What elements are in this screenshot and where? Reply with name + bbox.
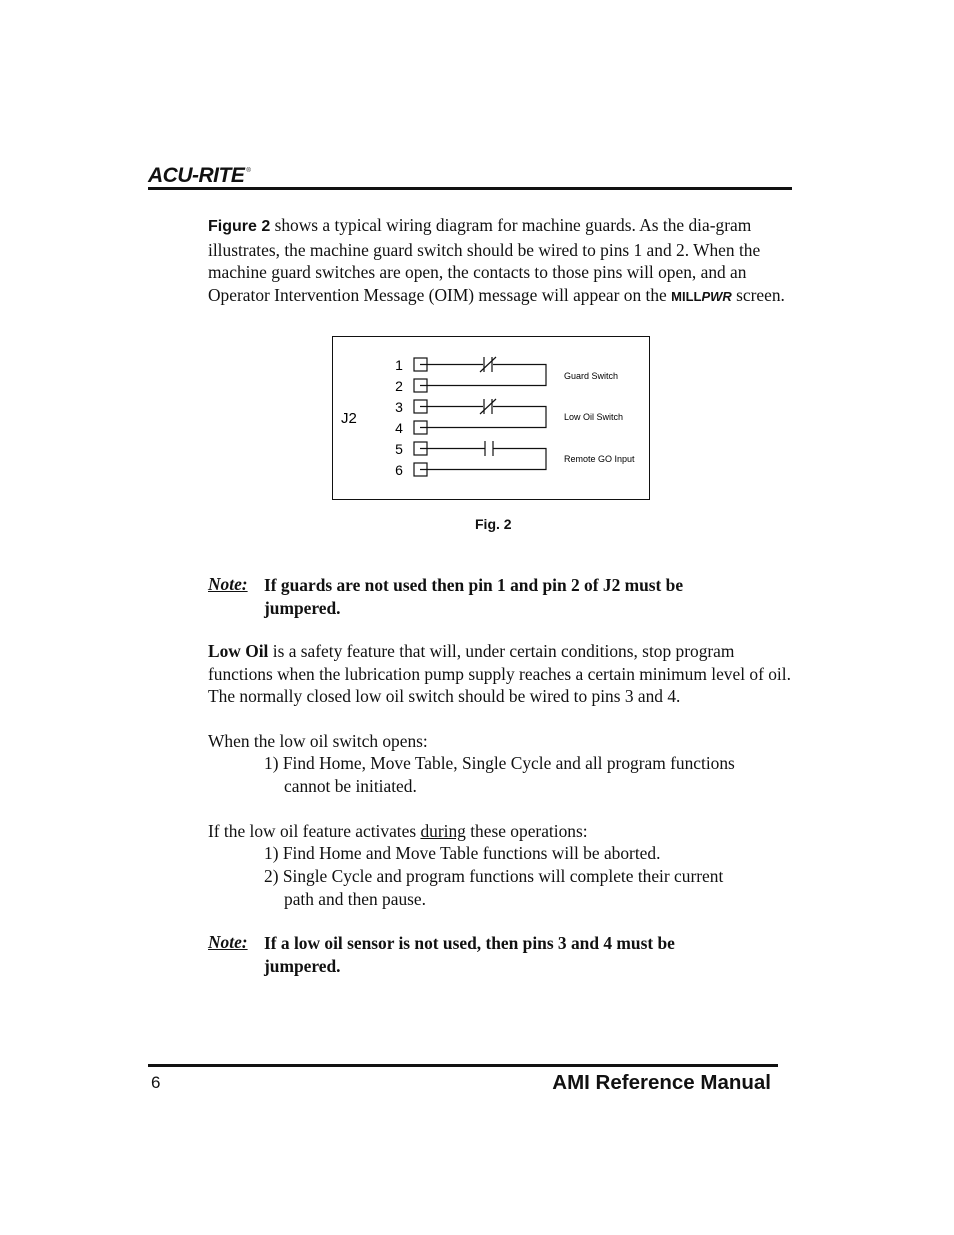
note-label: Note: [208, 574, 248, 594]
pin-number: 5 [395, 441, 403, 457]
remote-go-wire [420, 449, 546, 470]
registered-mark: ® [246, 168, 251, 174]
low-oil-switch-label: Low Oil Switch [564, 412, 624, 422]
during-intro: If the low oil feature activates during these operations: [208, 821, 588, 841]
manual-title: AMI Reference Manual [552, 1071, 771, 1094]
pin-number: 4 [395, 420, 403, 436]
brand-name: MILLPWR [671, 288, 732, 304]
footer-rule [148, 1064, 778, 1067]
note-text: If a low oil sensor is not used, then pins 3 and 4 must be jumpered. [264, 933, 675, 976]
note-label: Note: [208, 932, 248, 952]
figure-caption: Fig. 2 [475, 516, 512, 532]
pin-number: 1 [395, 357, 403, 373]
low-oil-switch-wire [420, 407, 546, 428]
list-item: 1) Find Home, Move Table, Single Cycle and all program functions cannot be initiated. [264, 753, 735, 796]
list-item: 2) Single Cycle and program functions will complete their current path and then pause. [264, 866, 724, 909]
guard-switch-wire [420, 365, 546, 386]
figure-reference: Figure 2 [208, 218, 271, 235]
note-text: If guards are not used then pin 1 and pin 2 of J2 must be jumpered. [264, 575, 684, 618]
list-item: 1) Find Home and Move Table functions will be aborted. [264, 843, 661, 863]
pin-number: 3 [395, 399, 403, 415]
wiring-diagram [332, 336, 650, 500]
pin-number: 6 [395, 462, 403, 478]
intro-paragraph: Figure 2 shows a typical wiring diagram for machine guards. As the dia-gram illustrates, the machine guard switch should be wired to pins 1 and 2. When the machine guard switches are open, the contacts to those pins will open, and an Operator Intervention Message (OIM) message will appear on the MILLPWR screen. [208, 215, 785, 305]
guard-switch-label: Guard Switch [564, 371, 619, 381]
low-oil-paragraph: Low Oil is a safety feature that will, under certain conditions, stop program functions when the lubrication pump supply reaches a certain minimum level of oil. The normally closed low oil switch should be wired to pins 3 and 4. [208, 641, 791, 706]
pin-number: 2 [395, 378, 403, 394]
header-rule [148, 187, 792, 190]
wiring-diagram-svg [333, 337, 649, 499]
remote-go-label: Remote GO Input [564, 454, 635, 464]
acu-rite-logo: ACU-RITE ® [148, 164, 251, 187]
page-number: 6 [151, 1073, 161, 1092]
opens-intro: When the low oil switch opens: [208, 731, 428, 751]
connector-label: J2 [341, 410, 357, 427]
